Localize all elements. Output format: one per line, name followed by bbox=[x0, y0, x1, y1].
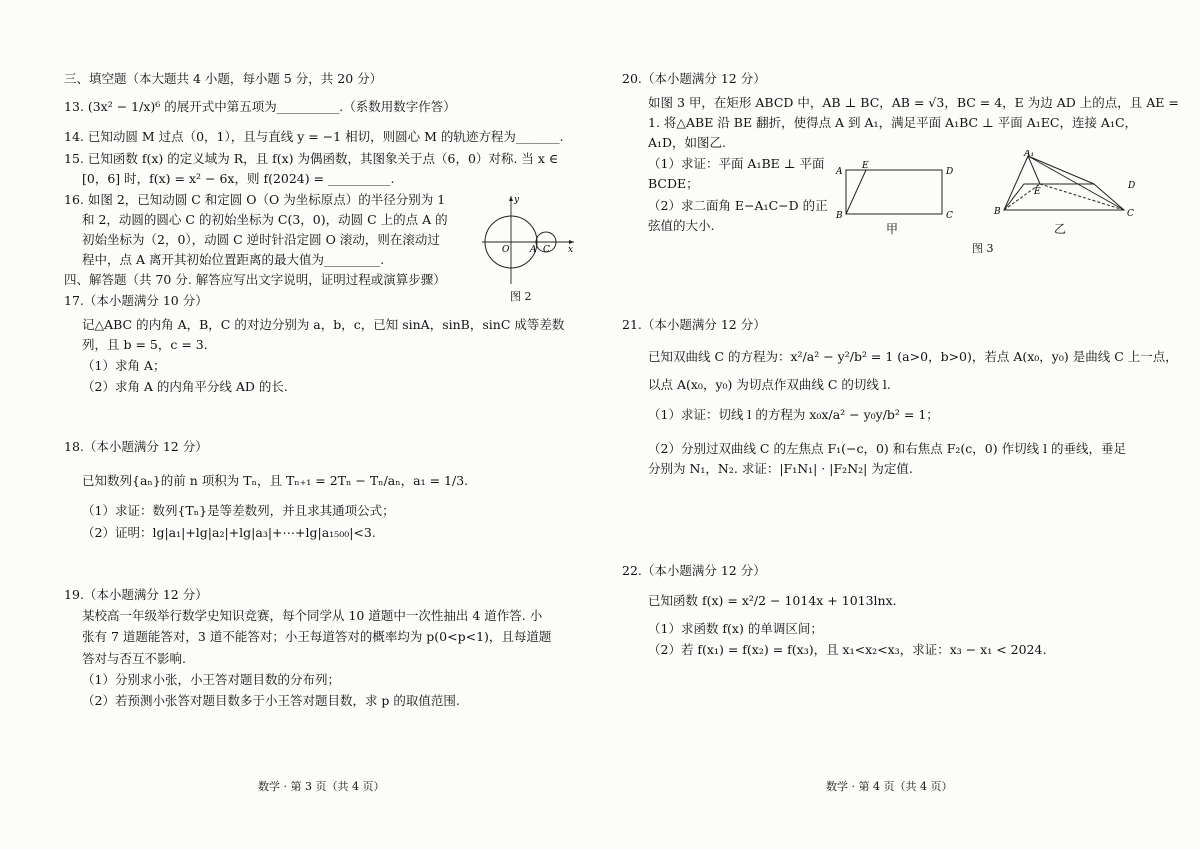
yi-e-label: E bbox=[1034, 187, 1041, 197]
fig2-o-label: O bbox=[502, 245, 510, 255]
question-17-heading: 17.（本小题满分 10 分） bbox=[64, 293, 208, 308]
question-22-heading: 22.（本小题满分 12 分） bbox=[622, 563, 766, 578]
question-21-part-1: （1）求证：切线 l 的方程为 x₀x/a² − y₀y/b² = 1； bbox=[648, 407, 939, 422]
question-21-line-1: 已知双曲线 C 的方程为：x²/a² − y²/b² = 1 (a>0，b>0)，若点 A(x₀，y₀) 是曲线 C 上一点， bbox=[648, 349, 1178, 364]
question-17-part-2: （2）求角 A 的内角平分线 AD 的长. bbox=[82, 379, 288, 394]
question-17-part-1: （1）求角 A； bbox=[82, 358, 166, 373]
fig2-x-label: x bbox=[568, 245, 574, 255]
figure-3-yi-caption: 乙 bbox=[1054, 222, 1067, 236]
question-16-line-1: 16. 如图 2，已知动圆 C 和定圆 O（O 为坐标原点）的半径分别为 1 bbox=[64, 192, 446, 207]
question-20-part-2b: 弦值的大小. bbox=[648, 218, 715, 233]
yi-d-label: D bbox=[1128, 181, 1136, 191]
question-19-part-2: （2）若预测小张答对题目数多于小王答对题目数，求 p 的取值范围. bbox=[82, 693, 460, 708]
question-19-line-1: 某校高一年级举行数学史知识竞赛，每个同学从 10 道题中一次性抽出 4 道作答. 小 bbox=[82, 608, 543, 623]
jia-b-label: B bbox=[836, 211, 843, 221]
question-21-heading: 21.（本小题满分 12 分） bbox=[622, 317, 766, 332]
question-19-line-2: 张有 7 道题能答对，3 道不能答对；小王每道答对的概率均为 p(0<p<1)，且每道题 bbox=[82, 629, 552, 644]
figure-3-caption: 图 3 bbox=[972, 242, 994, 255]
page-4 bbox=[600, 0, 1200, 849]
question-22-part-2: （2）若 f(x₁) = f(x₂) = f(x₃)，且 x₁<x₂<x₃，求证：x₃ − x₁ < 2024. bbox=[648, 642, 1047, 657]
question-13: 13. (3x² − 1/x)⁶ 的展开式中第五项为__________.（系数用数字作答） bbox=[64, 99, 456, 114]
question-20-part-2a: （2）求二面角 E−A₁C−D 的正 bbox=[648, 198, 828, 213]
question-20-line-3: A₁D，如图乙. bbox=[648, 135, 727, 150]
question-15-line-1: 15. 已知函数 f(x) 的定义域为 R，且 f(x) 为偶函数，其图象关于点（6，0）对称. 当 x ∈ bbox=[64, 151, 559, 166]
question-18-part-2: （2）证明：lg|a₁|+lg|a₂|+lg|a₃|+⋯+lg|a₁₅₀₀|<3. bbox=[82, 525, 376, 540]
question-15-line-2: [0，6] 时，f(x) = x² − 6x，则 f(2024) = __________. bbox=[82, 171, 395, 186]
question-20-part-1b: BCDE； bbox=[648, 176, 699, 191]
fig2-y-label: y bbox=[514, 195, 520, 205]
yi-a1-label: A₁ bbox=[1024, 150, 1035, 159]
question-20-line-2: 1. 将△ABE 沿 BE 翻折，使得点 A 到 A₁，满足平面 A₁BC ⊥ 平面 A₁EC，连接 A₁C， bbox=[648, 115, 1138, 130]
question-22-part-1: （1）求函数 f(x) 的单调区间； bbox=[648, 621, 823, 636]
question-17-line-2: 列，且 b = 5，c = 3. bbox=[82, 337, 208, 352]
page-3-footer: 数学 · 第 3 页（共 4 页） bbox=[258, 780, 385, 793]
question-22-line-1: 已知函数 f(x) = x²/2 − 1014x + 1013lnx. bbox=[648, 593, 897, 608]
question-14: 14. 已知动圆 M 过点（0，1），且与直线 y = −1 相切，则圆心 M 的轨迹方程为_______. bbox=[64, 129, 564, 144]
question-16-line-2: 和 2，动圆的圆心 C 的初始坐标为 C(3，0)，动圆 C 上的点 A 的 bbox=[82, 212, 448, 227]
figure-3-yi bbox=[990, 150, 1140, 222]
question-19-line-3: 答对与否互不影响. bbox=[82, 651, 186, 666]
question-21-line-2: 以点 A(x₀，y₀) 为切点作双曲线 C 的切线 l. bbox=[648, 377, 891, 392]
jia-e-label: E bbox=[862, 161, 869, 171]
question-17-line-1: 记△ABC 的内角 A，B，C 的对边分别为 a，b，c，已知 sinA，sinB，sinC 成等差数 bbox=[82, 317, 565, 332]
figure-3-jia-caption: 甲 bbox=[886, 222, 899, 236]
figure-2 bbox=[478, 190, 578, 286]
jia-c-label: C bbox=[946, 211, 953, 221]
question-18-part-1: （1）求证：数列{Tₙ}是等差数列，并且求其通项公式； bbox=[82, 503, 395, 518]
question-21-part-2b: 分别为 N₁，N₂. 求证：|F₁N₁| · |F₂N₂| 为定值. bbox=[648, 461, 913, 476]
question-16-line-3: 初始坐标为（2，0），动圆 C 逆时针沿定圆 O 滚动，则在滚动过 bbox=[82, 232, 440, 247]
yi-c-label: C bbox=[1127, 209, 1134, 219]
figure-3-jia bbox=[832, 160, 962, 222]
jia-d-label: D bbox=[946, 167, 954, 177]
fig2-a-label: A bbox=[530, 245, 537, 255]
section-3-heading: 三、填空题（本大题共 4 小题，每小题 5 分，共 20 分） bbox=[64, 71, 383, 86]
question-18-heading: 18.（本小题满分 12 分） bbox=[64, 439, 208, 454]
yi-b-label: B bbox=[994, 207, 1001, 217]
page-4-footer: 数学 · 第 4 页（共 4 页） bbox=[826, 780, 953, 793]
question-19-heading: 19.（本小题满分 12 分） bbox=[64, 587, 208, 602]
jia-a-label: A bbox=[836, 167, 843, 177]
question-20-part-1a: （1）求证：平面 A₁BE ⊥ 平面 bbox=[648, 156, 825, 171]
question-21-part-2a: （2）分别过双曲线 C 的左焦点 F₁(−c，0) 和右焦点 F₂(c，0) 作切线 l 的垂线，垂足 bbox=[648, 441, 1127, 456]
fig2-c-label: C bbox=[543, 245, 550, 255]
figure-2-caption: 图 2 bbox=[510, 290, 532, 303]
question-16-line-4: 程中，点 A 离开其初始位置距离的最大值为_________. bbox=[82, 252, 385, 267]
section-4-heading: 四、解答题（共 70 分. 解答应写出文字说明，证明过程或演算步骤） bbox=[64, 272, 446, 287]
question-20-line-1: 如图 3 甲，在矩形 ABCD 中，AB ⊥ BC，AB = √3，BC = 4，E 为边 AD 上的点，且 AE = bbox=[648, 95, 1179, 110]
question-20-heading: 20.（本小题满分 12 分） bbox=[622, 71, 766, 86]
question-19-part-1: （1）分别求小张，小王答对题目数的分布列； bbox=[82, 672, 340, 687]
question-18-line-1: 已知数列{aₙ}的前 n 项积为 Tₙ，且 Tₙ₊₁ = 2Tₙ − Tₙ/aₙ，a₁ = 1/3. bbox=[82, 473, 469, 488]
